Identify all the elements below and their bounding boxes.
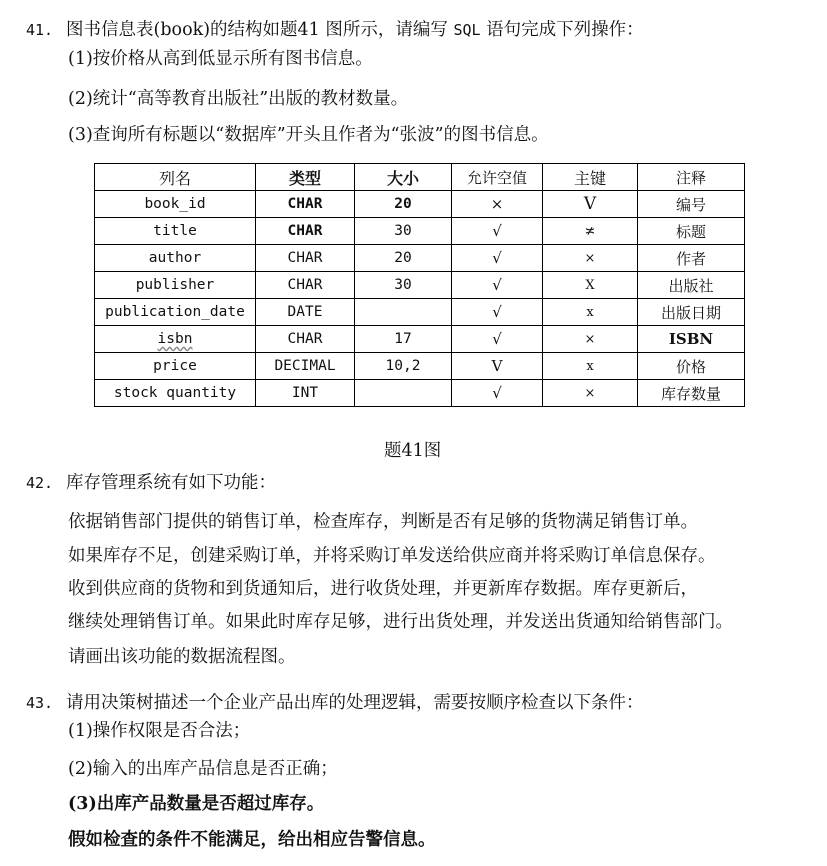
table-row [95,380,745,407]
q42-line-2: 如果库存不足，创建采购订单，并将采购订单发送给供应商并将采购订单信息保存。 [68,546,716,566]
header-column-name: 列名 [95,164,256,191]
cell-primary-key: × [543,326,638,353]
table-header-row [95,164,745,191]
q42-line-4: 继续处理销售订单。如果此时库存足够，进行出货处理，并发送出货通知给销售部门。 [68,612,733,632]
cell-type: CHAR [256,191,355,218]
cell-type: CHAR [256,326,355,353]
q42-line-3: 收到供应商的货物和到货通知后，进行收货处理，并更新库存数据。库存更新后， [68,579,698,599]
cell-primary-key: x [543,299,638,326]
cell-type: INT [256,380,355,407]
q42-number: 42. [26,474,54,492]
cell-nullable: √ [452,245,543,272]
cell-nullable: √ [452,326,543,353]
book-structure-table [94,163,745,407]
cell-size: 10,2 [355,353,452,380]
q43-item-1: (1)操作权限是否合法； [68,721,251,741]
q43-title-line [26,692,644,714]
cell-type: CHAR [256,245,355,272]
header-size: 大小 [355,164,452,191]
cell-size [355,380,452,407]
q42-line-5: 请画出该功能的数据流程图。 [68,647,296,667]
cell-comment: 价格 [638,353,745,380]
q41-stem-sql: SQL [453,21,481,39]
cell-name: title [95,218,256,245]
cell-comment: 作者 [638,245,745,272]
header-type: 类型 [256,164,355,191]
cell-primary-key: V [543,191,638,218]
cell-comment: ISBN [638,326,745,353]
q41-item-1: (1)按价格从高到低显示所有图书信息。 [68,49,373,69]
cell-type: DATE [256,299,355,326]
q41-item-2: (2)统计“高等教育出版社”出版的教材数量。 [68,89,409,109]
table-row [95,299,745,326]
cell-primary-key: ≭ [543,218,638,245]
cell-type: CHAR [256,218,355,245]
table-row [95,272,745,299]
q41-stem-prefix: 图书信息表(book)的结构如题41 图所示，请编写 [66,20,454,40]
header-nullable: 允许空值 [452,164,543,191]
q42-line-1: 依据销售部门提供的销售订单，检查库存，判断是否有足够的货物满足销售订单。 [68,512,698,532]
q43-title: 请用决策树描述一个企业产品出库的处理逻辑，需要按顺序检查以下条件： [66,693,644,713]
cell-primary-key: × [543,245,638,272]
cell-nullable: √ [452,299,543,326]
q42-title-line [26,472,276,494]
cell-size: 30 [355,272,452,299]
figure-caption: 题41图 [384,441,442,461]
q43-note: 假如检查的条件不能满足，给出相应告警信息。 [68,830,436,850]
cell-comment: 标题 [638,218,745,245]
cell-name: book_id [95,191,256,218]
cell-comment: 出版社 [638,272,745,299]
cell-name: author [95,245,256,272]
cell-size: 30 [355,218,452,245]
q43-item-3: (3)出库产品数量是否超过库存。 [68,794,325,814]
q43-number: 43. [26,694,54,712]
cell-name: publication_date [95,299,256,326]
cell-primary-key: X [543,272,638,299]
table-row [95,191,745,218]
q43-item-2: (2)输入的出库产品信息是否正确； [68,759,338,779]
cell-name: price [95,353,256,380]
cell-comment: 编号 [638,191,745,218]
cell-size: 20 [355,245,452,272]
cell-type: DECIMAL [256,353,355,380]
table-row [95,353,745,380]
cell-primary-key: x [543,353,638,380]
q41-stem-suffix: 语句完成下列操作： [480,20,644,40]
cell-type: CHAR [256,272,355,299]
cell-comment: 库存数量 [638,380,745,407]
cell-size: 20 [355,191,452,218]
header-comment: 注释 [638,164,745,191]
cell-name [95,326,256,353]
cell-name: stock quantity [95,380,256,407]
header-primary-key: 主键 [543,164,638,191]
cell-size: 17 [355,326,452,353]
table-row [95,218,745,245]
cell-size [355,299,452,326]
cell-nullable: √ [452,218,543,245]
q41-number: 41. [26,21,54,39]
q41-stem [26,19,644,41]
cell-name: publisher [95,272,256,299]
q42-title: 库存管理系统有如下功能： [66,473,276,493]
table-row [95,245,745,272]
cell-comment: 出版日期 [638,299,745,326]
cell-primary-key: × [543,380,638,407]
cell-nullable: V [452,353,543,380]
table-row [95,326,745,353]
cell-nullable: √ [452,272,543,299]
cell-nullable: × [452,191,543,218]
cell-nullable: √ [452,380,543,407]
cell-name-text: isbn [157,331,193,347]
q41-item-3: (3)查询所有标题以“数据库”开头且作者为“张波”的图书信息。 [68,125,549,145]
